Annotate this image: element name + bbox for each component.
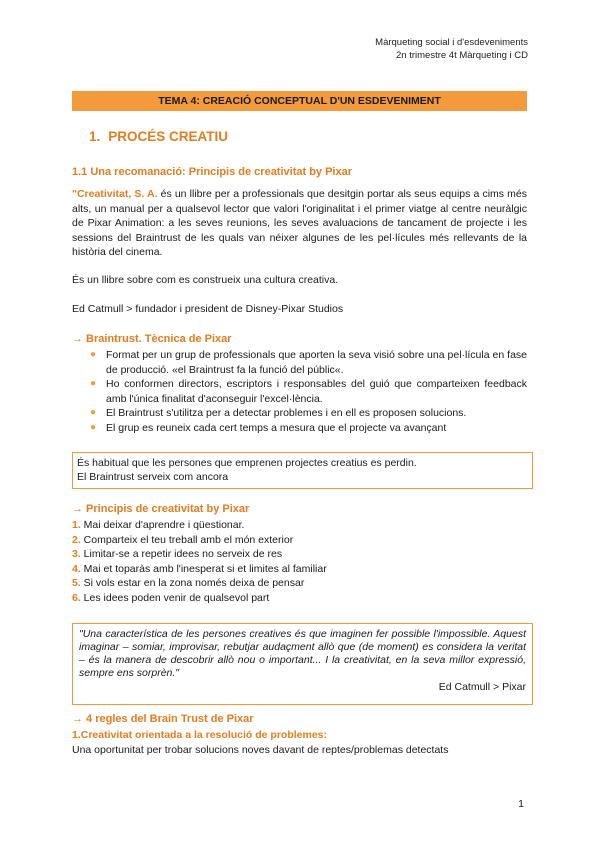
header-term: 2n trimestre 4t Màrqueting i CD xyxy=(396,50,528,61)
list-item: 5. Si vols estar en la zona només deixa de pensar xyxy=(72,577,305,589)
bullet-icon: ● xyxy=(90,349,97,360)
section-title: PROCÉS CREATIU xyxy=(108,129,229,144)
quote-box xyxy=(72,623,533,705)
section-heading xyxy=(89,129,228,144)
list-item: ● El Braintrust s'utilitza per a detectar problemes i en ell es proposen solucions. xyxy=(90,407,467,419)
page-number: 1 xyxy=(518,798,524,810)
author-note: Ed Catmull > fundador i president de Disney-Pixar Studios xyxy=(72,303,344,315)
quote-author: Ed Catmull > Pixar xyxy=(438,681,526,693)
bullet-icon: ● xyxy=(90,421,97,433)
header-course: Màrqueting social i d'esdeveniments xyxy=(375,37,528,48)
rules-subheading: 1.Creativitat orientada a la resolució de problemes: xyxy=(72,729,327,741)
book-title: "Creativitat, S. A. xyxy=(72,188,158,200)
principles-list xyxy=(72,518,327,605)
quote-text: "Una característica de les persones creatives és que imaginen fer possible l'impossible. Aquest imaginar – somiar, improvisar, rebutjar audaçment allò que (de moment) es considera la veritat – és la manera de descobrir allò nou o important... I la creativitat, en la seva millor expressió, sempre ens sorprèn." xyxy=(79,628,526,679)
braintrust-note-box xyxy=(72,452,533,489)
section-number: 1. xyxy=(89,129,101,144)
topic-banner: TEMA 4: CREACIÓ CONCEPTUAL D'UN ESDEVENIMENT xyxy=(72,91,527,111)
bullet-icon: ● xyxy=(90,407,97,418)
rules-heading: → 4 regles del Brain Trust de Pixar xyxy=(72,713,254,725)
list-item: 4. Mai et toparàs amb l'inesperat si et limites al familiar xyxy=(72,562,327,575)
list-item: ● Ho conformen directors, escriptors i responsables del guió que comparteixen feedback amb l'única finalitat d'aconseguir l'excel·lència. xyxy=(90,378,527,405)
page-header xyxy=(375,36,528,62)
list-item: 1. Mai deixar d'aprendre i qüestionar. xyxy=(72,519,245,531)
list-item: 2. Comparteix el teu treball amb el món exterior xyxy=(72,533,294,546)
note-line: El Braintrust serveix com ancora xyxy=(77,470,229,483)
bullet-icon: ● xyxy=(90,378,97,389)
braintrust-list xyxy=(72,348,527,435)
list-item: 3. Limitar-se a repetir idees no serveix de res xyxy=(72,548,283,560)
rules-text: Una oportunitat per trobar solucions noves davant de reptes/problemas detectats xyxy=(72,744,449,756)
book-intro-paragraph xyxy=(72,187,527,260)
book-summary: És un llibre sobre com es construeix una cultura creativa. xyxy=(72,274,339,286)
list-item: 6. Les idees poden venir de qualsevol part xyxy=(72,591,270,604)
principles-heading: → Principis de creativitat by Pixar xyxy=(72,503,250,515)
subsection-title: 1.1 Una recomanació: Principis de creativitat by Pixar xyxy=(72,166,353,178)
list-item: ● El grup es reuneix cada cert temps a mesura que el projecte va avançant xyxy=(90,421,447,434)
braintrust-heading: → Braintrust. Tècnica de Pixar xyxy=(72,333,232,345)
book-intro-text: és un llibre per a professionals que desitgin portar als seus equips a cims més alts, un manual per a qualsevol lector que valori l'originalitat i el primer viatge al centre neuràlgic de Pixar Animation: a les seves reunions, les seves avaluacions de tancament de projecte i les sessions del Braintrust de les quals van néixer algunes de les pel·lícules més rellevants de la història del cinema. xyxy=(72,188,527,258)
note-line: És habitual que les persones que emprenen projectes creatius es perdin. xyxy=(77,457,417,469)
list-item: ● Format per un grup de professionals que aporten la seva visió sobre una pel·lícula en fase de producció. «el Braintrust fa la funció del públic«. xyxy=(90,349,527,376)
